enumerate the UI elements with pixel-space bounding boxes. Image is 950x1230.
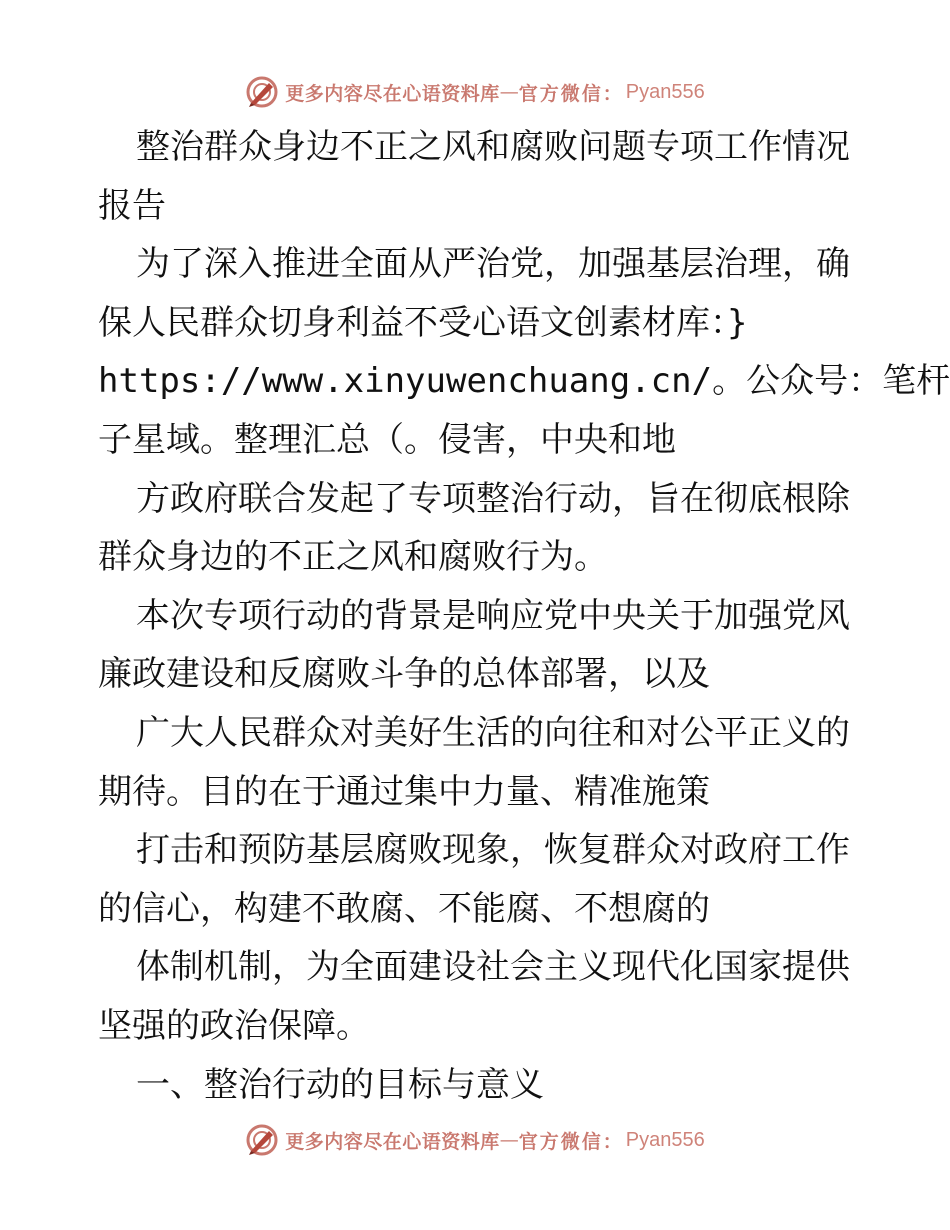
watermark-official-label: 官方微信： xyxy=(518,1130,624,1153)
text-line: 为了深入推进全面从严治党，加强基层治理，确 xyxy=(136,244,850,285)
watermark-wechat-id: Pyan556 xyxy=(625,1128,705,1151)
text-line: 群众身边的不正之风和腐败行为。 xyxy=(98,537,608,578)
watermark-dash: — xyxy=(499,1129,519,1151)
watermark-dash: — xyxy=(499,81,519,103)
footer-watermark xyxy=(0,1120,950,1160)
watermark-wechat-id: Pyan556 xyxy=(625,80,705,103)
text-line: 的信心，构建不敢腐、不能腐、不想腐的 xyxy=(98,888,710,929)
text-line: 子星域。整理汇总（。侵害，中央和地 xyxy=(98,419,676,460)
pen-logo-icon xyxy=(245,1123,279,1157)
pen-logo-icon xyxy=(245,75,279,109)
header-watermark xyxy=(0,72,950,112)
text-line: 坚强的政治保障。 xyxy=(98,1005,370,1046)
text-line: 一、整治行动的目标与意义 xyxy=(136,1064,544,1105)
text-line: 保人民群众切身利益不受心语文创素材库：} xyxy=(98,302,748,343)
text-line: 整治群众身边不正之风和腐败问题专项工作情况 xyxy=(136,127,850,167)
text-line: https://www.xinyuwenchuang.cn/。公众号：笔杆 xyxy=(98,361,950,402)
document-body xyxy=(98,118,950,1114)
watermark-text: 更多内容尽在心语资料库 xyxy=(285,82,500,105)
text-line: 廉政建设和反腐败斗争的总体部署，以及 xyxy=(98,654,710,695)
text-line: 打击和预防基层腐败现象，恢复群众对政府工作 xyxy=(136,830,850,871)
watermark-official-label: 官方微信： xyxy=(518,82,624,105)
text-line: 方政府联合发起了专项整治行动，旨在彻底根除 xyxy=(136,478,850,519)
watermark-text: 更多内容尽在心语资料库 xyxy=(285,1130,500,1153)
text-line: 期待。目的在于通过集中力量、精准施策 xyxy=(98,771,710,812)
text-line: 本次专项行动的背景是响应党中央关于加强党风 xyxy=(136,595,850,636)
text-line: 体制机制，为全面建设社会主义现代化国家提供 xyxy=(136,947,850,988)
text-line: 报告 xyxy=(98,185,166,226)
text-line: 广大人民群众对美好生活的向往和对公平正义的 xyxy=(136,712,850,753)
